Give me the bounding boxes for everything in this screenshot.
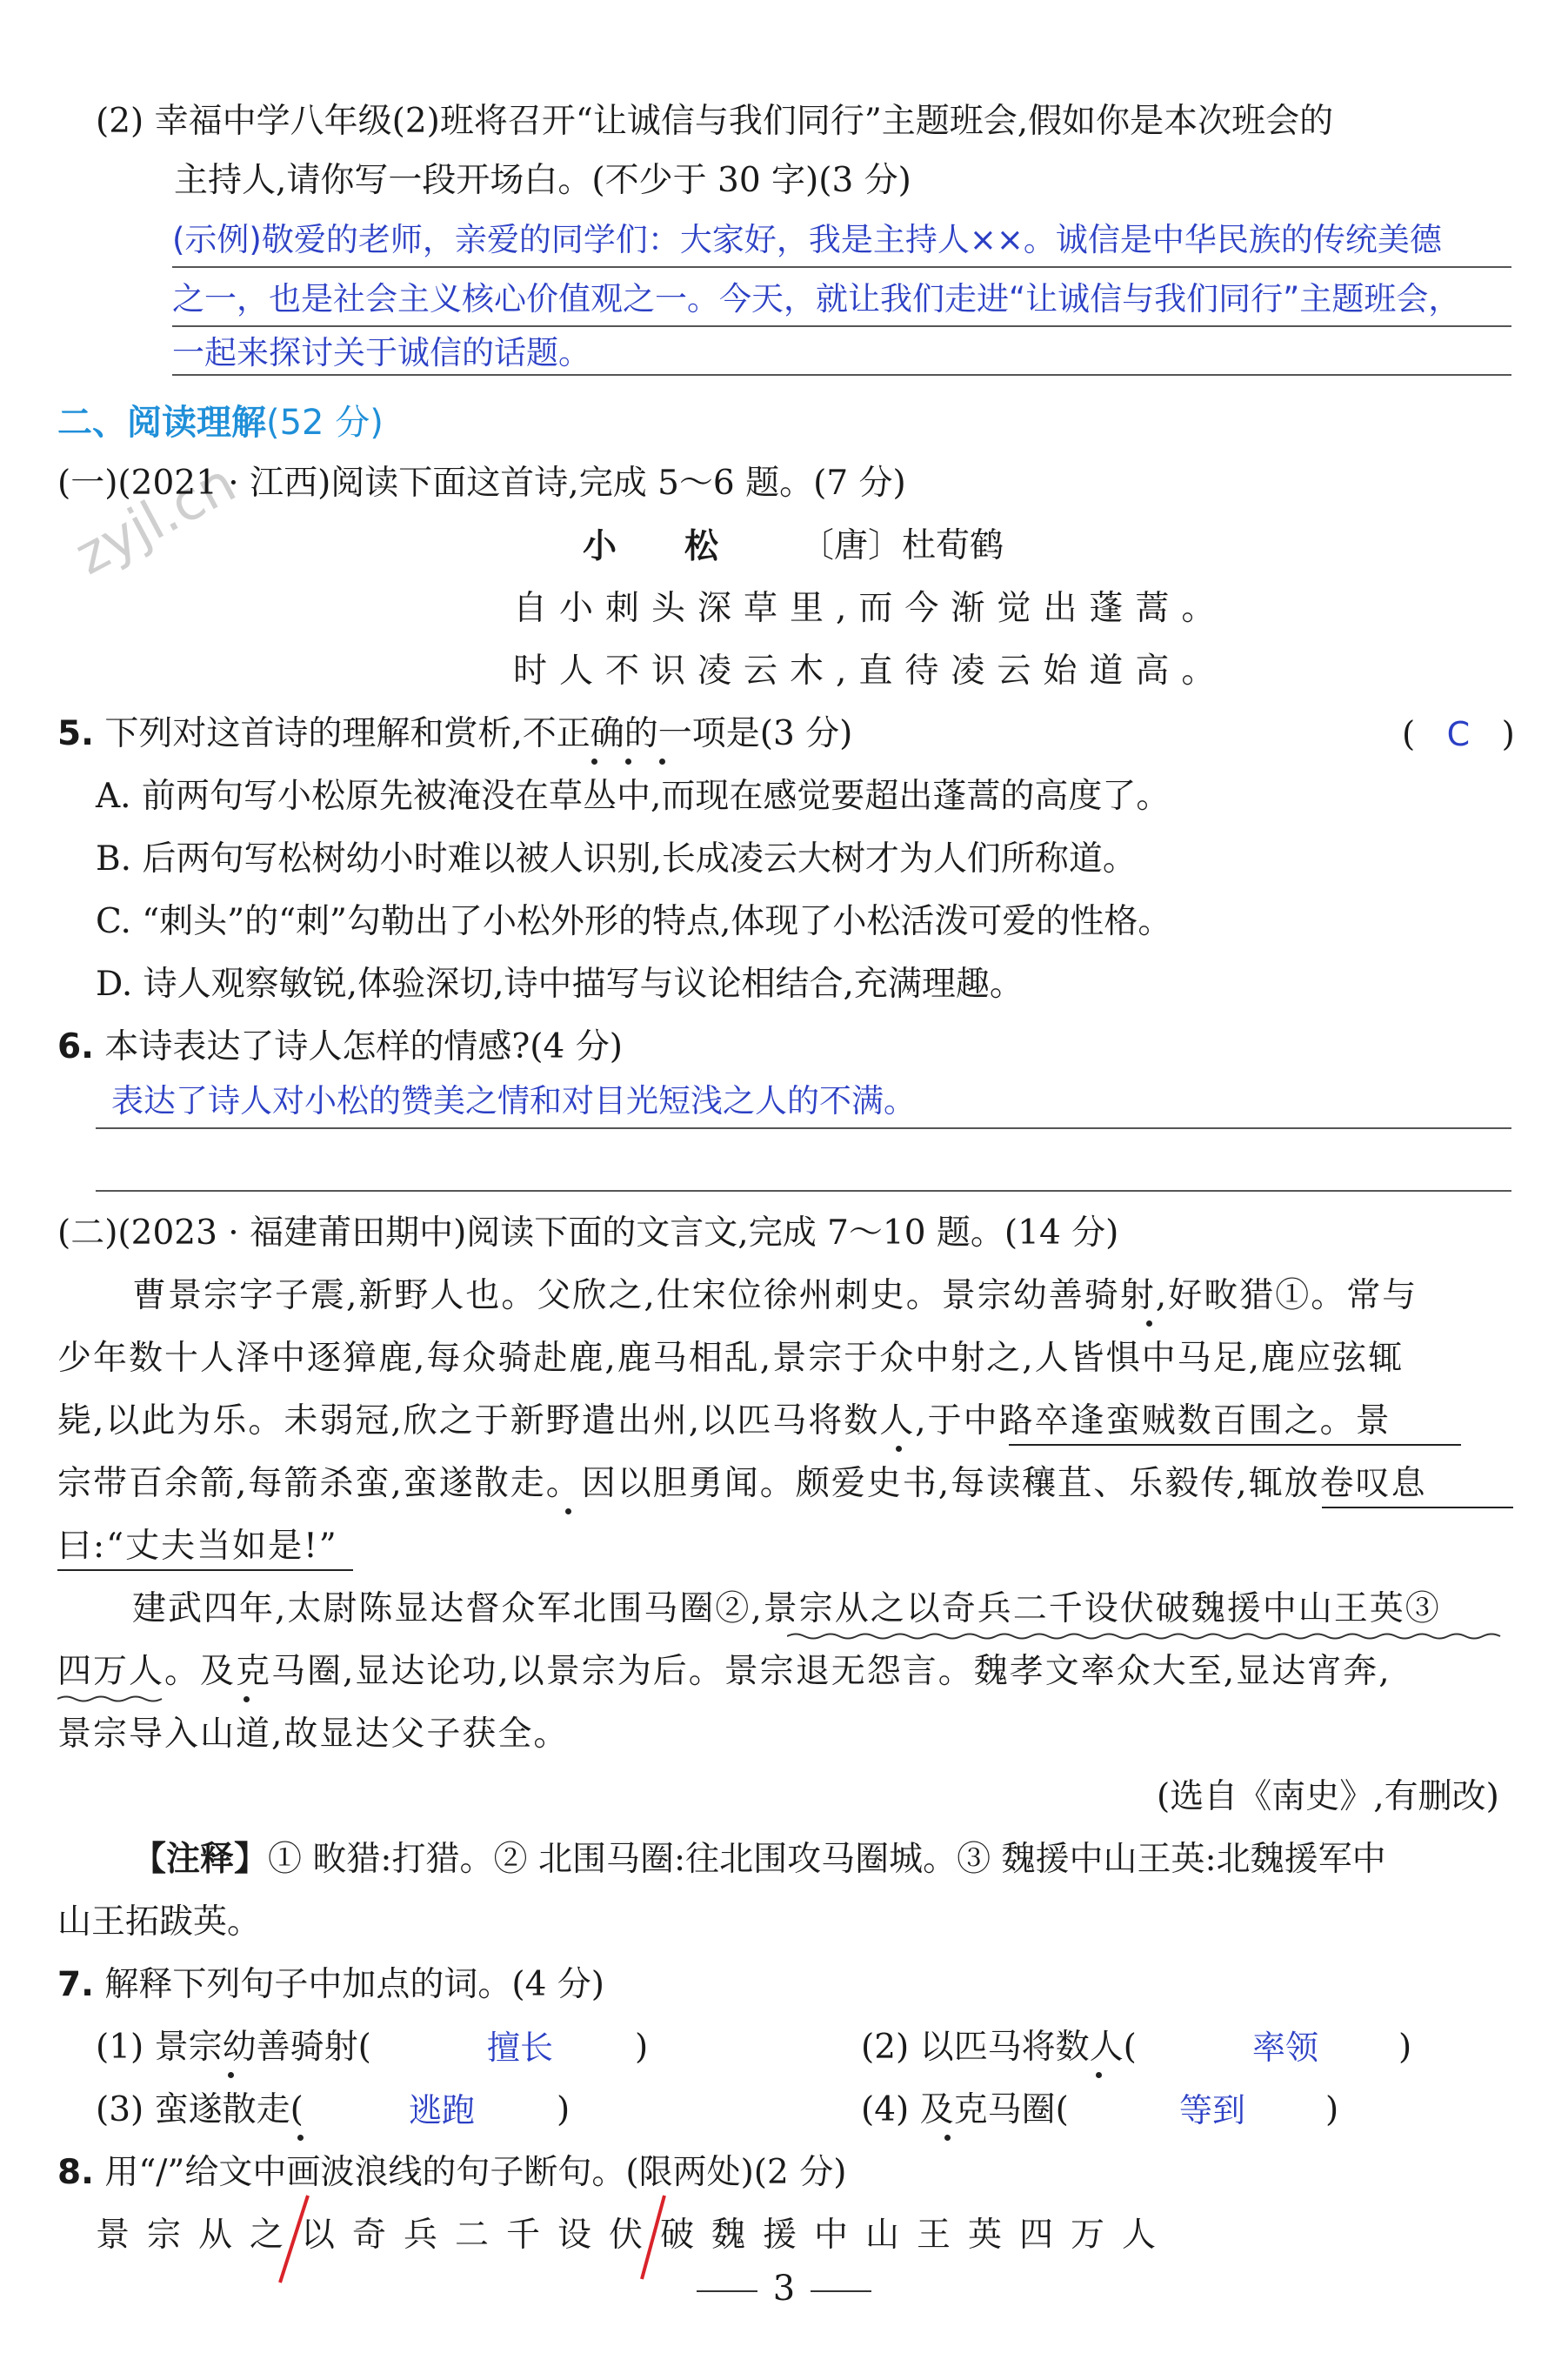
- notes-line1: [132, 1835, 1386, 1884]
- emphasis-dot: [944, 2135, 951, 2141]
- q7-item-4-close: ): [1325, 2090, 1339, 2129]
- q6-question: [57, 1023, 623, 1072]
- q8-stem: 用“/”给文中画波浪线的句子断句。(限两处)(2 分): [104, 2153, 847, 2192]
- answer-rule: [172, 325, 1511, 327]
- q7-item-4-label: (4) 及克马圈(: [861, 2090, 1069, 2129]
- emphasis-dot: [297, 2135, 304, 2141]
- emphasis-dot: [228, 2072, 234, 2078]
- q4-2-line1: (2) 幸福中学八年级(2)班将召开“让诚信与我们同行”主题班会,假如你是本次班会的: [96, 102, 1334, 141]
- q7-item-4-answer: 等到: [1179, 2091, 1246, 2129]
- passage-p1-line4: 宗带百余箭,每箭杀蛮,蛮遂散走。因以胆勇闻。颇爱史书,每读穰苴、乐毅传,辄放卷叹息: [57, 1464, 1427, 1503]
- passage-p1-line1: 曹景宗字子震,新野人也。父欣之,仕宋位徐州刺史。景宗幼善骑射,好畋猎①。常与: [132, 1276, 1418, 1315]
- answer-rule: [172, 374, 1511, 376]
- q7-item-1-label: (1) 景宗幼善骑射(: [96, 2028, 371, 2067]
- q5-paren-open: (: [1402, 715, 1416, 754]
- emphasis-dot: [1096, 2072, 1102, 2078]
- q7-item-2-close: ): [1398, 2028, 1412, 2067]
- q8-number: 8.: [57, 2153, 94, 2192]
- section-heading: [57, 398, 384, 448]
- emphasis-dot: [565, 1508, 571, 1514]
- q7-question: [57, 1961, 604, 2009]
- q7-item-1-answer: 擅长: [487, 2029, 554, 2067]
- q7-item-3-close: ): [557, 2090, 570, 2129]
- emphasis-dot: [1146, 1320, 1152, 1327]
- q6-stem: 本诗表达了诗人怎样的情感?(4 分): [104, 1027, 623, 1066]
- q4-2-answer-line1: (示例)敬爱的老师，亲爱的同学们：大家好，我是主持人××。诚信是中华民族的传统美德: [172, 221, 1442, 258]
- part1-intro: (一)(2021 · 江西)阅读下面这首诗,完成 5～6 题。(7 分): [57, 464, 906, 503]
- q5-number: 5.: [57, 714, 94, 753]
- q7-item-1: [96, 2023, 371, 2072]
- q4-2-answer-line3: 一起来探讨关于诚信的话题。: [172, 334, 591, 371]
- q7-item-3-label: (3) 蛮遂散走(: [96, 2090, 304, 2129]
- q5-stem: 下列对这首诗的理解和赏析,不正确的一项是(3 分): [104, 714, 853, 753]
- q7-item-1-close: ): [635, 2028, 649, 2067]
- q5-option-d: D. 诗人观察敏锐,体验深切,诗中描写与议论相结合,充满理趣。: [96, 965, 1024, 1004]
- passage-p2-line1: 建武四年,太尉陈显达督众军北围马圈②,景宗从之以奇兵二千设伏破魏援中山王英③: [132, 1589, 1441, 1628]
- q7-item-3-answer: 逃跑: [409, 2091, 476, 2129]
- emphasis-dot: [591, 759, 597, 765]
- q6-answer: 表达了诗人对小松的赞美之情和对目光短浅之人的不满。: [111, 1082, 916, 1120]
- q5-option-b: B. 后两句写松树幼小时难以被人识别,长成凌云大树才为人们所称道。: [96, 839, 1137, 879]
- emphasis-dot: [659, 759, 665, 765]
- q7-number: 7.: [57, 1965, 94, 2004]
- page-number: [0, 2264, 1568, 2313]
- page-number-value: 3: [772, 2269, 796, 2309]
- page-number-dash: [697, 2290, 757, 2292]
- emphasis-dot: [896, 1446, 902, 1452]
- q5-paren-close: ): [1501, 715, 1515, 754]
- section-title: 二、阅读理解: [57, 403, 266, 443]
- wavy-underline: [57, 1695, 170, 1703]
- q5-option-a: A. 前两句写小松原先被淹没在草丛中,而现在感觉要超出蓬蒿的高度了。: [96, 777, 1171, 816]
- q8-seg2: 以奇兵二千设伏: [301, 2216, 661, 2255]
- q8-seg3: 破魏援中山王英四万人: [660, 2216, 1174, 2255]
- underline: [1009, 1444, 1461, 1446]
- notes-text: ① 畋猎:打猎。② 北围马圈:往北围攻马圈城。③ 魏援中山王英:北魏援军中: [268, 1840, 1386, 1879]
- q8-seg1: 景宗从之: [96, 2216, 302, 2255]
- q7-stem: 解释下列句子中加点的词。(4 分): [104, 1965, 605, 2004]
- passage-p1-line2: 少年数十人泽中逐獐鹿,每众骑赴鹿,鹿马相乱,景宗于众中射之,人皆惧中马足,鹿应弦辄: [57, 1339, 1404, 1378]
- q5-answer: C: [1446, 715, 1471, 753]
- passage-p2-line2: 四万人。及克马圈,显达论功,以景宗为后。景宗退无怨言。魏孝文率众大至,显达宵奔,: [57, 1652, 1391, 1691]
- emphasis-dot: [244, 1696, 250, 1702]
- answer-rule: [172, 266, 1511, 268]
- poem-line1: 自小刺头深草里,而今渐觉出蓬蒿。: [513, 589, 1228, 628]
- notes-label: 【注释】: [132, 1840, 269, 1879]
- q5-option-c: C. “刺头”的“刺”勾勒出了小松外形的特点,体现了小松活泼可爱的性格。: [96, 902, 1172, 941]
- passage-source: (选自《南史》,有删改): [1157, 1777, 1499, 1816]
- answer-rule: [96, 1190, 1511, 1192]
- q7-item-3: [96, 2086, 304, 2135]
- emphasis-dot: [625, 759, 631, 765]
- q7-item-2-label: (2) 以匹马将数人(: [861, 2028, 1137, 2067]
- watermark: zyjl.cn: [64, 451, 246, 587]
- q8-question: [57, 2149, 846, 2197]
- q7-item-2: [861, 2023, 1137, 2072]
- passage-p1-line5: 曰:“丈夫当如是!”: [57, 1527, 338, 1566]
- q5-answer-bracket: [1402, 710, 1515, 759]
- q4-2-line2: 主持人,请你写一段开场白。(不少于 30 字)(3 分): [174, 161, 911, 200]
- notes-line2: 山王拓跋英。: [57, 1902, 262, 1942]
- poem-title: 小 松: [583, 526, 719, 566]
- q5-question: [57, 710, 852, 759]
- passage-p2-line3: 景宗导入山道,故显达父子获全。: [57, 1715, 570, 1754]
- page-number-dash: [811, 2290, 871, 2292]
- passage-p1-line3: 毙,以此为乐。未弱冠,欣之于新野遣出州,以匹马将数人,于中路卒逢蛮贼数百围之。景: [57, 1401, 1391, 1441]
- poem-line2: 时人不识凌云木,直待凌云始道高。: [513, 652, 1228, 691]
- q7-item-4: [861, 2086, 1069, 2135]
- part2-intro: (二)(2023 · 福建莆田期中)阅读下面的文言文,完成 7～10 题。(14 分): [57, 1213, 1119, 1253]
- poem-author: 〔唐〕杜荀鹤: [800, 526, 1004, 565]
- answer-rule: [96, 1127, 1511, 1129]
- underline: [57, 1569, 353, 1571]
- q7-item-2-answer: 率领: [1252, 2029, 1319, 2067]
- q4-2-answer-line2: 之一，也是社会主义核心价值观之一。今天，就让我们走进“让诚信与我们同行”主题班会，: [172, 280, 1461, 318]
- wavy-underline: [787, 1632, 1509, 1641]
- q6-number: 6.: [57, 1027, 94, 1066]
- underline: [1322, 1507, 1513, 1508]
- section-score: (52 分): [266, 403, 384, 443]
